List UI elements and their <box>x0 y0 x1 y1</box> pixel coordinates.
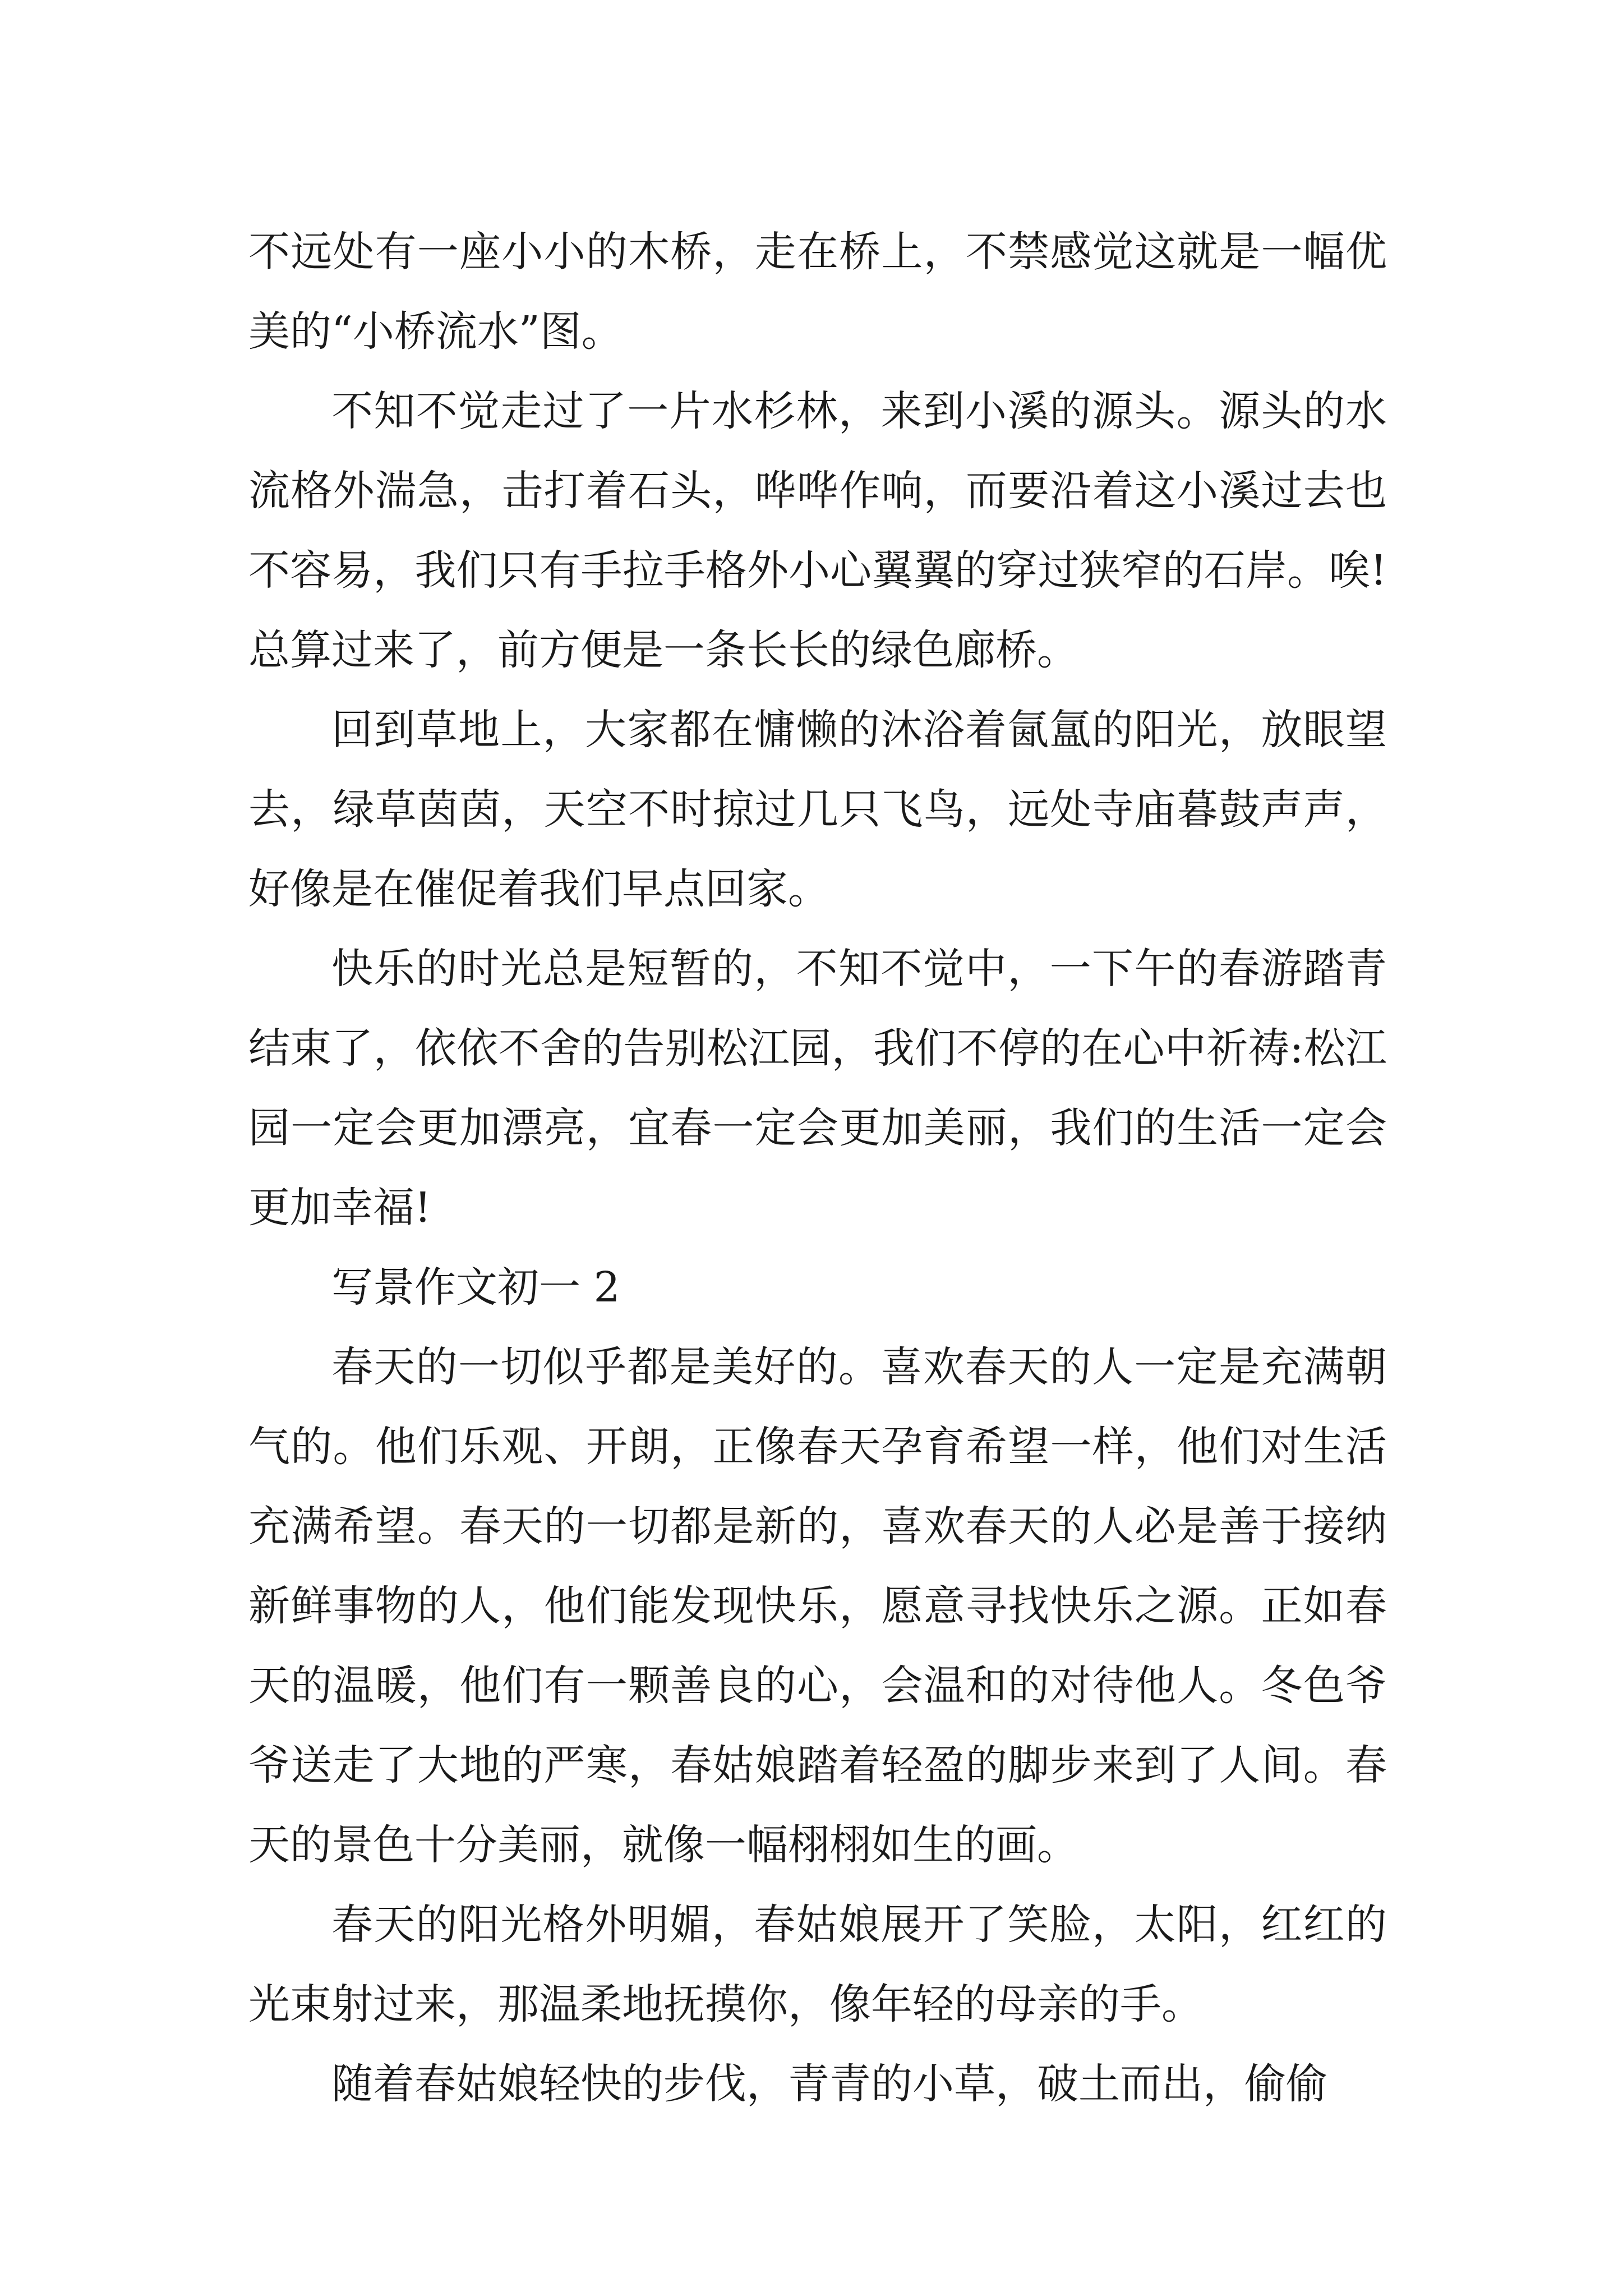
paragraph-spring-grass: 随着春姑娘轻快的步伐，青青的小草，破土而出，偷偷 <box>331 2060 1327 2108</box>
paragraph-happy-time: 快乐的时光总是短暂的，不知不觉中，一下午的春游踏青结束了，依依不舍的告别松江园，我们不停的在心中祈祷:松江园一定会更加漂亮，宜春一定会更加美丽，我们的生活一定会更加幸福! <box>248 945 1387 1232</box>
paragraph-stream-source: 不知不觉走过了一片水杉林，来到小溪的源头。源头的水流格外湍急，击打着石头，哗哗作响，而要沿着这小溪过去也不容易，我们只有手拉手格外小心翼翼的穿过狭窄的石岸。唉!总算过来了，前方便是一条长长的绿色廊桥。 <box>248 387 1387 674</box>
paragraph-back-to-grass: 回到草地上，大家都在慵懒的沐浴着氤氲的阳光，放眼望去，绿草茵茵，天空不时掠过几只飞鸟，远处寺庙暮鼓声声，好像是在催促着我们早点回家。 <box>248 706 1387 913</box>
document-body <box>248 212 1387 2124</box>
paragraph-spring-beauty: 春天的一切似乎都是美好的。喜欢春天的人一定是充满朝气的。他们乐观、开朗，正像春天孕育希望一样，他们对生活充满希望。春天的一切都是新的，喜欢春天的人必是善于接纳新鲜事物的人，他们能发现快乐，愿意寻找快乐之源。正如春天的温暖，他们有一颗善良的心，会温和的对待他人。冬色爷爷送走了大地的严寒，春姑娘踏着轻盈的脚步来到了人间。春天的景色十分美丽，就像一幅栩栩如生的画。 <box>248 1343 1387 1869</box>
paragraph-spring-sunshine: 春天的阳光格外明媚，春姑娘展开了笑脸，太阳，红红的光束射过来，那温柔地抚摸你，像年轻的母亲的手。 <box>248 1901 1387 2028</box>
section-heading: 写景作文初一 2 <box>331 1263 620 1312</box>
paragraph-small-bridge: 不远处有一座小小的木桥，走在桥上，不禁感觉这就是一幅优美的“小桥流水”图。 <box>248 228 1387 356</box>
